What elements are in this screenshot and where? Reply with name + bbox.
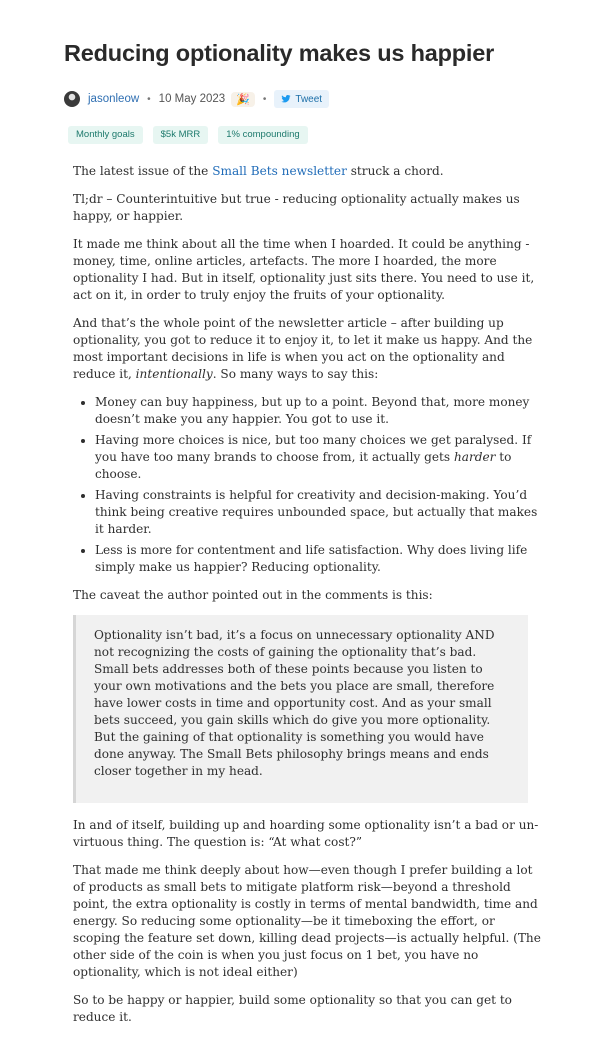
tag-monthly-goals[interactable]: Monthly goals (68, 126, 143, 144)
small-bets-newsletter-link[interactable]: Small Bets newsletter (212, 164, 347, 178)
list-item: • Less is more for contentment and life satisfaction. Why does living life simply make us happier? Reducing optionality. (95, 542, 543, 576)
paragraph: The latest issue of the Small Bets newsletter struck a chord. (73, 164, 444, 178)
paragraph: In and of itself, building up and hoarding some optionality isn’t a bad or un-virtuous thing. The question is: “At what cost?” (73, 818, 539, 849)
list-item: • Money can buy happiness, but up to a point. Beyond that, more money doesn’t make you any happier. You got to use it. (95, 394, 543, 428)
paragraph: Tl;dr – Counterintuitive but true - reducing optionality actually makes us happy, or happier. (73, 192, 520, 223)
post-meta (64, 88, 329, 110)
paragraph: So to be happy or happier, build some optionality so that you can get to reduce it. (73, 993, 512, 1024)
paragraph: The caveat the author pointed out in the comments is this: (73, 588, 433, 602)
post-title: Reducing optionality makes us happier (64, 40, 495, 66)
paragraph: That made me think deeply about how—even though I prefer building a lot of products as small bets to mitigate platform risk—beyond a threshold point, the extra optionality is costly in terms of mental bandwidth, time and energy. So reducing some optionality—be it timeboxing the effort, or scoping the feature set down, killing dead projects—is actually helpful. (The other side of the coin is when you just focus on 1 bet, you have no optionality, which is not ideal either) (73, 863, 541, 979)
paragraph: And that’s the whole point of the newsletter article – after building up optionality, you got to reduce it to enjoy it, to let it make us happy. And the most important decisions in life is when you act on the optionality and reduce it, intentionally. So many ways to say this: (73, 316, 533, 381)
bullet-list (73, 394, 543, 576)
tweet-label: Tweet (295, 93, 323, 105)
post-date: 10 May 2023 (158, 93, 226, 105)
meta-separator: • (147, 93, 151, 105)
tweet-button[interactable] (274, 90, 329, 108)
author-avatar[interactable] (64, 91, 80, 107)
twitter-bird-icon (281, 94, 291, 104)
tag-1-percent-compounding[interactable]: 1% compounding (218, 126, 307, 144)
tag-5k-mrr[interactable]: $5k MRR (153, 126, 209, 144)
meta-separator: • (262, 93, 267, 105)
list-item: • Having constraints is helpful for creativity and decision-making. You’d think being creative requires unbounded space, but actually that makes it harder. (95, 487, 543, 538)
tag-list (68, 126, 308, 144)
paragraph: It made me think about all the time when I hoarded. It could be anything - money, time, online articles, artefacts. The more I hoarded, the more optionality I had. But in itself, optionality just sits there. You need to use it, act on it, in order to truly enjoy the fruits of your optionality. (73, 237, 535, 302)
list-item: • Having more choices is nice, but too many choices we get paralysed. If you have too many brands to choose from, it actually gets harder to choose. (95, 432, 543, 483)
post-body (73, 163, 543, 1037)
blockquote (73, 615, 528, 803)
author-link[interactable]: jasonleow (88, 93, 140, 105)
quote-text: Optionality isn’t bad, it’s a focus on unnecessary optionality AND not recognizing the costs of gaining the optionality that’s bad. Small bets addresses both of these points because you listen to your own motivations and the bets you place are small, therefore have lower costs in time and opportunity cost. And as your small bets succeed, you gain skills which do give you more optionality. But the gaining of that optionality is something you would have done anyway. The Small Bets philosophy brings means and ends closer together in my head. (94, 628, 495, 778)
party-emoji-icon: 🎉 (231, 92, 255, 107)
